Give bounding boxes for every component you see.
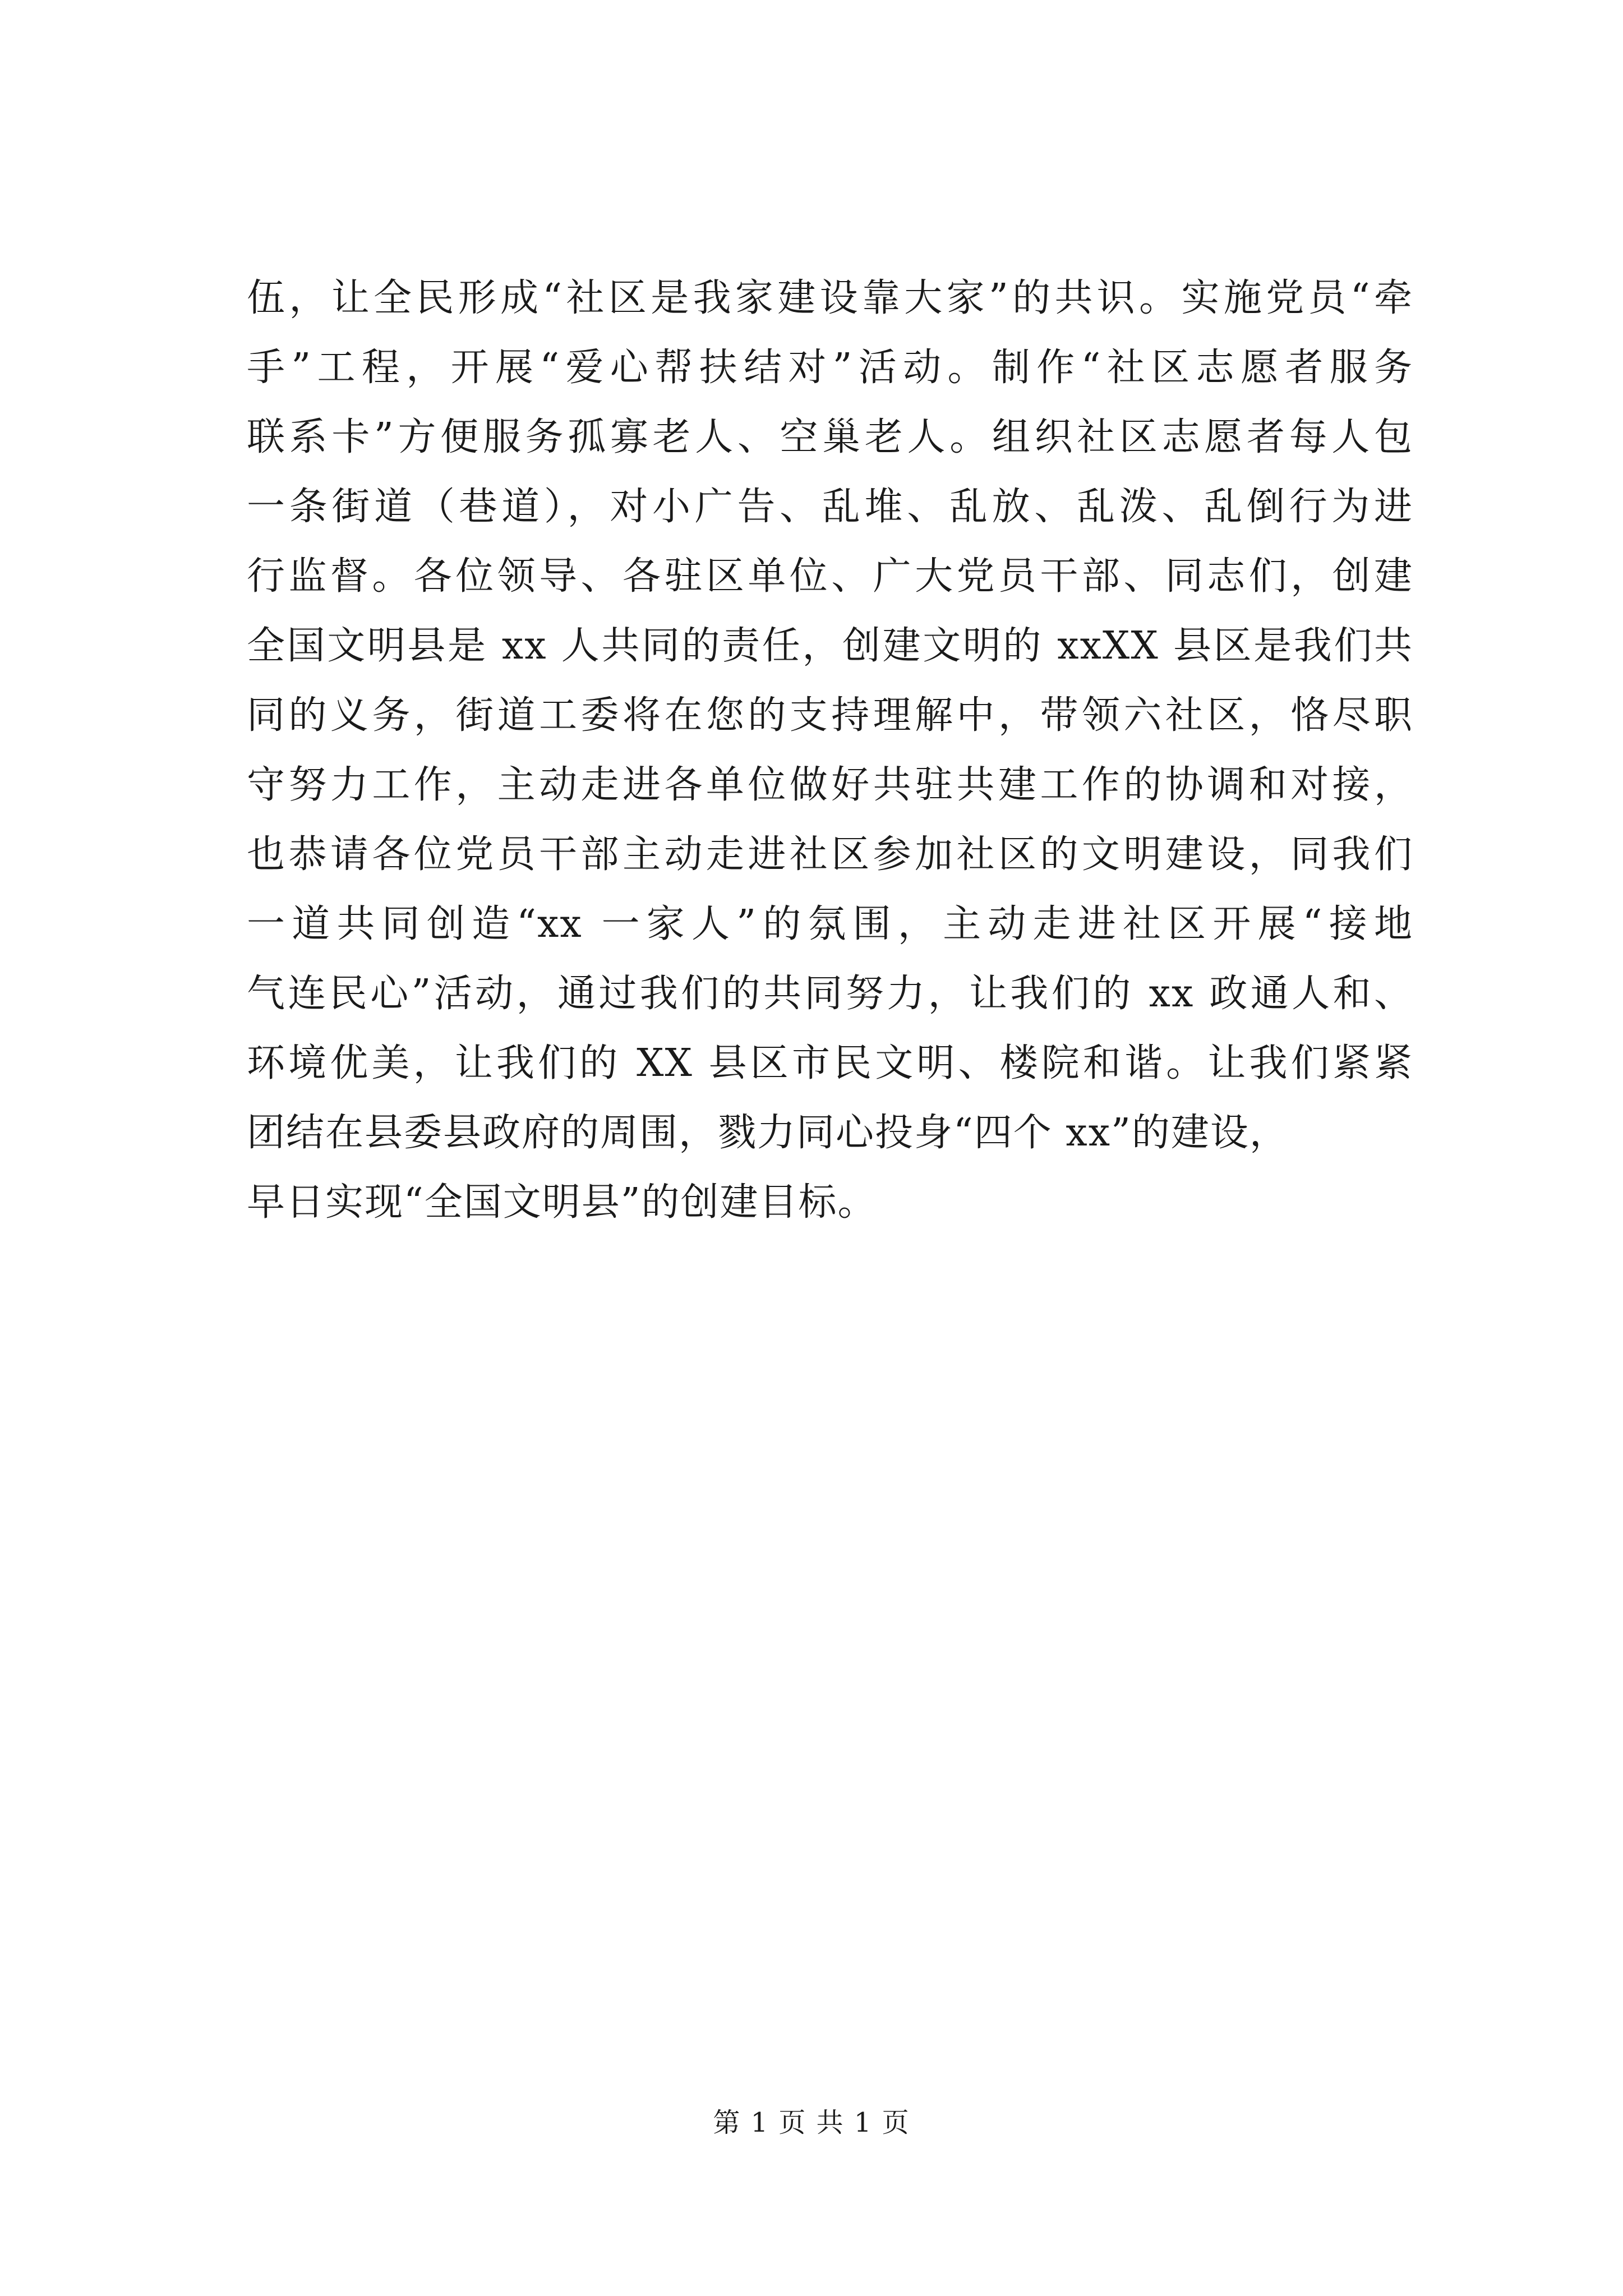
text-line: 一条街道（巷道），对小广告、乱堆、乱放、乱泼、乱倒行为进 — [247, 485, 1413, 529]
text-line: 也恭请各位党员干部主动走进社区参加社区的文明建设，同我们 — [247, 832, 1413, 877]
text-line: 一道共同创造“xx 一家人”的氛围，主动走进社区开展“接地 — [247, 902, 1413, 946]
text-line: 手”工程，开展“爱心帮扶结对”活动。制作“社区志愿者服务 — [247, 346, 1413, 390]
text-line: 守努力工作，主动走进各单位做好共驻共建工作的协调和对接， — [247, 763, 1413, 807]
text-line: 团结在县委县政府的周围，戮力同心投身“四个 xx”的建设， — [247, 1111, 1289, 1155]
text-line: 联系卡”方便服务孤寡老人、空巢老人。组织社区志愿者每人包 — [247, 415, 1413, 459]
text-line: 行监督。各位领导、各驻区单位、广大党员干部、同志们，创建 — [247, 554, 1413, 599]
body-paragraph — [247, 264, 1413, 1237]
text-line: 气连民心”活动，通过我们的共同努力，让我们的 xx 政通人和、 — [247, 972, 1413, 1016]
text-line: 同的义务，街道工委将在您的支持理解中，带领六社区，恪尽职 — [247, 693, 1413, 738]
text-line: 环境优美，让我们的 XX 县区市民文明、楼院和谐。让我们紧紧 — [247, 1041, 1413, 1085]
text-line: 全国文明县是 xx 人共同的责任，创建文明的 xxXX 县区是我们共 — [247, 624, 1413, 668]
text-line: 伍，让全民形成“社区是我家建设靠大家”的共识。实施党员“牵 — [247, 276, 1413, 320]
page-number-footer: 第 1 页 共 1 页 — [713, 2107, 910, 2138]
text-line: 早日实现“全国文明县”的创建目标。 — [247, 1180, 877, 1225]
